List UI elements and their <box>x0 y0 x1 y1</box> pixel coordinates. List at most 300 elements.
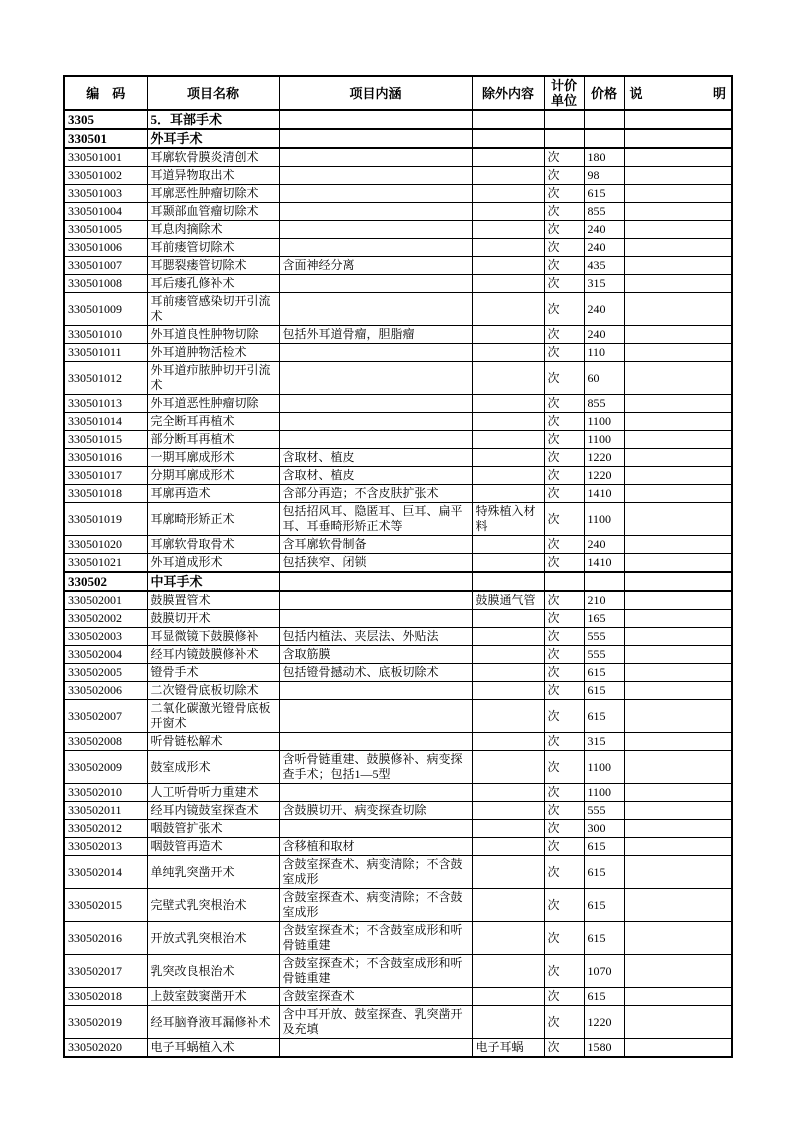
table-row <box>64 988 732 1006</box>
cell-note <box>624 572 732 591</box>
cell-note <box>624 326 732 344</box>
cell-code: 330502008 <box>64 733 147 751</box>
cell-name: 耳息肉摘除术 <box>147 221 279 239</box>
cell-note <box>624 784 732 802</box>
table-row <box>64 838 732 856</box>
cell-unit: 次 <box>544 467 584 485</box>
table-row <box>64 467 732 485</box>
cell-exclude <box>472 257 544 275</box>
cell-code: 330501014 <box>64 413 147 431</box>
cell-unit: 次 <box>544 536 584 554</box>
cell-exclude <box>472 988 544 1006</box>
cell-note <box>624 449 732 467</box>
cell-note <box>624 203 732 221</box>
cell-unit: 次 <box>544 185 584 203</box>
cell-note <box>624 955 732 988</box>
cell-content: 含鼓室探查术；不含鼓室成形和听骨链重建 <box>279 922 472 955</box>
cell-content <box>279 203 472 221</box>
cell-content <box>279 820 472 838</box>
cell-content <box>279 167 472 185</box>
cell-exclude <box>472 610 544 628</box>
cell-exclude <box>472 185 544 203</box>
cell-code: 330501015 <box>64 431 147 449</box>
cell-price: 615 <box>584 700 624 733</box>
cell-content: 含听骨链重建、鼓膜修补、病变探查手术；包括1—5型 <box>279 751 472 784</box>
cell-exclude <box>472 239 544 257</box>
table-row <box>64 185 732 203</box>
cell-unit: 次 <box>544 275 584 293</box>
cell-code: 330501012 <box>64 362 147 395</box>
cell-price: 1220 <box>584 1006 624 1039</box>
cell-content <box>279 362 472 395</box>
cell-exclude <box>472 485 544 503</box>
table-row <box>64 293 732 326</box>
cell-price: 240 <box>584 536 624 554</box>
cell-unit: 次 <box>544 413 584 431</box>
cell-name: 中耳手术 <box>147 572 279 591</box>
cell-code: 330502010 <box>64 784 147 802</box>
cell-code: 330502003 <box>64 628 147 646</box>
cell-unit: 次 <box>544 820 584 838</box>
cell-price: 555 <box>584 646 624 664</box>
col-header-note <box>624 76 732 110</box>
cell-name: 5．耳部手术 <box>147 110 279 129</box>
cell-name: 耳廓软骨取骨术 <box>147 536 279 554</box>
cell-code: 330502005 <box>64 664 147 682</box>
cell-exclude: 电子耳蜗 <box>472 1039 544 1058</box>
cell-unit: 次 <box>544 889 584 922</box>
table-row <box>64 449 732 467</box>
cell-unit: 次 <box>544 856 584 889</box>
cell-name: 开放式乳突根治术 <box>147 922 279 955</box>
cell-price: 1410 <box>584 554 624 573</box>
cell-price: 315 <box>584 275 624 293</box>
cell-name: 部分断耳再植术 <box>147 431 279 449</box>
cell-price: 1100 <box>584 413 624 431</box>
cell-content: 含鼓室探查术；不含鼓室成形和听骨链重建 <box>279 955 472 988</box>
cell-exclude <box>472 856 544 889</box>
cell-exclude <box>472 221 544 239</box>
table-row <box>64 1039 732 1058</box>
cell-unit: 次 <box>544 485 584 503</box>
cell-unit: 次 <box>544 802 584 820</box>
cell-note <box>624 467 732 485</box>
cell-content: 包括镫骨撼动术、底板切除术 <box>279 664 472 682</box>
cell-content: 含鼓室探查术 <box>279 988 472 1006</box>
cell-unit: 次 <box>544 628 584 646</box>
cell-price <box>584 572 624 591</box>
cell-content <box>279 784 472 802</box>
cell-note <box>624 221 732 239</box>
table-row <box>64 536 732 554</box>
cell-price: 1410 <box>584 485 624 503</box>
cell-name: 外耳道成形术 <box>147 554 279 573</box>
section-row <box>64 572 732 591</box>
cell-code: 330501003 <box>64 185 147 203</box>
cell-name: 人工听骨听力重建术 <box>147 784 279 802</box>
cell-content <box>279 129 472 148</box>
cell-exclude <box>472 203 544 221</box>
col-header-price: 价格 <box>584 76 624 110</box>
cell-code: 330501021 <box>64 554 147 573</box>
cell-name: 耳腮裂瘘管切除术 <box>147 257 279 275</box>
cell-price: 240 <box>584 239 624 257</box>
cell-unit: 次 <box>544 148 584 167</box>
cell-content: 含中耳开放、鼓室探查、乳突凿开及充填 <box>279 1006 472 1039</box>
cell-unit: 次 <box>544 362 584 395</box>
cell-price: 615 <box>584 922 624 955</box>
cell-content <box>279 610 472 628</box>
cell-content: 含部分再造；不含皮肤扩张术 <box>279 485 472 503</box>
cell-exclude <box>472 129 544 148</box>
cell-content <box>279 431 472 449</box>
cell-exclude <box>472 628 544 646</box>
cell-name: 耳廓再造术 <box>147 485 279 503</box>
cell-price: 615 <box>584 988 624 1006</box>
cell-price: 855 <box>584 203 624 221</box>
cell-code: 330502011 <box>64 802 147 820</box>
cell-code: 330501005 <box>64 221 147 239</box>
table-row <box>64 239 732 257</box>
cell-code: 330501011 <box>64 344 147 362</box>
cell-price: 1580 <box>584 1039 624 1058</box>
cell-note <box>624 646 732 664</box>
cell-exclude: 鼓膜通气管 <box>472 591 544 610</box>
cell-exclude <box>472 275 544 293</box>
cell-exclude <box>472 413 544 431</box>
cell-name: 鼓膜置管术 <box>147 591 279 610</box>
cell-content <box>279 682 472 700</box>
cell-note <box>624 1006 732 1039</box>
table-row <box>64 326 732 344</box>
cell-name: 单纯乳突凿开术 <box>147 856 279 889</box>
cell-price: 165 <box>584 610 624 628</box>
cell-exclude <box>472 362 544 395</box>
table-row <box>64 485 732 503</box>
table-row <box>64 1006 732 1039</box>
cell-code: 330501019 <box>64 503 147 536</box>
col-header-content: 项目内涵 <box>279 76 472 110</box>
cell-exclude <box>472 467 544 485</box>
cell-content: 含取材、植皮 <box>279 449 472 467</box>
cell-code: 330501004 <box>64 203 147 221</box>
cell-exclude <box>472 955 544 988</box>
fee-schedule-table <box>63 75 733 1058</box>
cell-price: 1220 <box>584 467 624 485</box>
cell-content: 含移植和取材 <box>279 838 472 856</box>
cell-note <box>624 838 732 856</box>
cell-unit: 次 <box>544 988 584 1006</box>
cell-content: 包括狭窄、闭锁 <box>279 554 472 573</box>
cell-exclude: 特殊植入材料 <box>472 503 544 536</box>
cell-name: 完壁式乳突根治术 <box>147 889 279 922</box>
cell-price: 300 <box>584 820 624 838</box>
cell-exclude <box>472 682 544 700</box>
cell-note <box>624 664 732 682</box>
note-header-left: 说 <box>629 85 643 101</box>
cell-content <box>279 275 472 293</box>
cell-price: 615 <box>584 838 624 856</box>
cell-price: 615 <box>584 682 624 700</box>
cell-name: 耳颞部血管瘤切除术 <box>147 203 279 221</box>
cell-content: 含鼓膜切开、病变探查切除 <box>279 802 472 820</box>
cell-exclude <box>472 733 544 751</box>
cell-note <box>624 275 732 293</box>
cell-code: 330502 <box>64 572 147 591</box>
cell-unit: 次 <box>544 682 584 700</box>
cell-content <box>279 591 472 610</box>
cell-price: 435 <box>584 257 624 275</box>
cell-unit: 次 <box>544 326 584 344</box>
cell-name: 经耳脑脊液耳漏修补术 <box>147 1006 279 1039</box>
cell-code: 330502013 <box>64 838 147 856</box>
table-row <box>64 682 732 700</box>
cell-code: 330501020 <box>64 536 147 554</box>
col-header-code: 编 码 <box>64 76 147 110</box>
cell-price: 615 <box>584 889 624 922</box>
cell-name: 耳廓软骨膜炎清创术 <box>147 148 279 167</box>
cell-name: 外耳道良性肿物切除 <box>147 326 279 344</box>
cell-note <box>624 395 732 413</box>
cell-unit: 次 <box>544 431 584 449</box>
cell-price: 315 <box>584 733 624 751</box>
cell-content <box>279 185 472 203</box>
cell-unit: 次 <box>544 784 584 802</box>
table-row <box>64 784 732 802</box>
cell-name: 耳道异物取出术 <box>147 167 279 185</box>
table-row <box>64 733 732 751</box>
table-row <box>64 955 732 988</box>
cell-unit <box>544 110 584 129</box>
col-header-exclude: 除外内容 <box>472 76 544 110</box>
cell-price: 1100 <box>584 784 624 802</box>
cell-code: 330501010 <box>64 326 147 344</box>
table-row <box>64 751 732 784</box>
cell-price: 615 <box>584 185 624 203</box>
cell-price: 615 <box>584 664 624 682</box>
cell-note <box>624 431 732 449</box>
cell-exclude <box>472 784 544 802</box>
cell-name: 一期耳廓成形术 <box>147 449 279 467</box>
cell-name: 咽鼓管再造术 <box>147 838 279 856</box>
cell-note <box>624 536 732 554</box>
cell-content <box>279 700 472 733</box>
cell-code: 330501018 <box>64 485 147 503</box>
cell-code: 330501006 <box>64 239 147 257</box>
cell-exclude <box>472 536 544 554</box>
cell-exclude <box>472 751 544 784</box>
cell-code: 330501013 <box>64 395 147 413</box>
cell-unit: 次 <box>544 700 584 733</box>
cell-note <box>624 856 732 889</box>
cell-name: 耳前瘘管切除术 <box>147 239 279 257</box>
cell-price: 1100 <box>584 503 624 536</box>
cell-name: 咽鼓管扩张术 <box>147 820 279 838</box>
cell-code: 330502001 <box>64 591 147 610</box>
cell-price: 1070 <box>584 955 624 988</box>
cell-content <box>279 1039 472 1058</box>
cell-content: 包括招风耳、隐匿耳、巨耳、扁平耳、耳垂畸形矫正术等 <box>279 503 472 536</box>
cell-name: 经耳内镜鼓室探查术 <box>147 802 279 820</box>
cell-exclude <box>472 326 544 344</box>
cell-code: 330502014 <box>64 856 147 889</box>
cell-content: 含鼓室探查术、病变清除；不含鼓室成形 <box>279 856 472 889</box>
cell-price <box>584 129 624 148</box>
cell-content <box>279 221 472 239</box>
cell-code: 330502018 <box>64 988 147 1006</box>
table-row <box>64 362 732 395</box>
cell-content: 包括外耳道骨瘤，胆脂瘤 <box>279 326 472 344</box>
cell-price <box>584 110 624 129</box>
table-body <box>64 110 732 1057</box>
cell-content <box>279 293 472 326</box>
cell-unit <box>544 572 584 591</box>
cell-name: 外耳手术 <box>147 129 279 148</box>
table-row <box>64 591 732 610</box>
cell-unit: 次 <box>544 503 584 536</box>
note-header-justified <box>627 86 730 101</box>
table-row <box>64 554 732 573</box>
cell-unit: 次 <box>544 838 584 856</box>
cell-name: 乳突改良根治术 <box>147 955 279 988</box>
cell-note <box>624 889 732 922</box>
cell-name: 上鼓室鼓窦凿开术 <box>147 988 279 1006</box>
cell-content: 含耳廓软骨制备 <box>279 536 472 554</box>
table-row <box>64 664 732 682</box>
cell-unit: 次 <box>544 167 584 185</box>
cell-exclude <box>472 167 544 185</box>
table-row <box>64 802 732 820</box>
cell-note <box>624 1039 732 1058</box>
cell-note <box>624 554 732 573</box>
cell-unit: 次 <box>544 221 584 239</box>
cell-exclude <box>472 110 544 129</box>
cell-name: 外耳道疖脓肿切开引流术 <box>147 362 279 395</box>
cell-exclude <box>472 395 544 413</box>
table-row <box>64 503 732 536</box>
cell-code: 330501002 <box>64 167 147 185</box>
cell-unit: 次 <box>544 591 584 610</box>
cell-unit: 次 <box>544 395 584 413</box>
cell-price: 555 <box>584 802 624 820</box>
cell-content: 包括内植法、夹层法、外贴法 <box>279 628 472 646</box>
cell-note <box>624 344 732 362</box>
cell-name: 听骨链松解术 <box>147 733 279 751</box>
cell-note <box>624 293 732 326</box>
cell-price: 1100 <box>584 431 624 449</box>
cell-price: 98 <box>584 167 624 185</box>
cell-exclude <box>472 1006 544 1039</box>
cell-code: 330502002 <box>64 610 147 628</box>
cell-price: 240 <box>584 326 624 344</box>
cell-exclude <box>472 449 544 467</box>
cell-price: 1220 <box>584 449 624 467</box>
cell-code: 330501007 <box>64 257 147 275</box>
header-row <box>64 76 732 110</box>
cell-price: 555 <box>584 628 624 646</box>
cell-price: 210 <box>584 591 624 610</box>
cell-exclude <box>472 646 544 664</box>
cell-note <box>624 148 732 167</box>
cell-price: 240 <box>584 293 624 326</box>
cell-code: 330501001 <box>64 148 147 167</box>
cell-exclude <box>472 664 544 682</box>
cell-exclude <box>472 838 544 856</box>
cell-exclude <box>472 554 544 573</box>
cell-note <box>624 610 732 628</box>
cell-name: 镫骨手术 <box>147 664 279 682</box>
cell-unit: 次 <box>544 554 584 573</box>
table-row <box>64 431 732 449</box>
cell-unit: 次 <box>544 610 584 628</box>
cell-note <box>624 239 732 257</box>
cell-note <box>624 988 732 1006</box>
cell-code: 330501016 <box>64 449 147 467</box>
cell-unit: 次 <box>544 922 584 955</box>
cell-price: 240 <box>584 221 624 239</box>
cell-code: 330502009 <box>64 751 147 784</box>
table-row <box>64 889 732 922</box>
cell-code: 330502006 <box>64 682 147 700</box>
cell-exclude <box>472 820 544 838</box>
cell-unit: 次 <box>544 449 584 467</box>
cell-price: 1100 <box>584 751 624 784</box>
cell-code: 330502016 <box>64 922 147 955</box>
cell-note <box>624 733 732 751</box>
cell-unit: 次 <box>544 733 584 751</box>
cell-code: 330502004 <box>64 646 147 664</box>
table-row <box>64 628 732 646</box>
cell-code: 330502020 <box>64 1039 147 1058</box>
cell-code: 330502017 <box>64 955 147 988</box>
cell-content <box>279 148 472 167</box>
cell-note <box>624 257 732 275</box>
section-row <box>64 129 732 148</box>
section-row <box>64 110 732 129</box>
cell-name: 耳廓恶性肿瘤切除术 <box>147 185 279 203</box>
cell-note <box>624 922 732 955</box>
cell-name: 鼓室成形术 <box>147 751 279 784</box>
table-row <box>64 700 732 733</box>
cell-content <box>279 413 472 431</box>
cell-note <box>624 413 732 431</box>
cell-code: 330501009 <box>64 293 147 326</box>
cell-name: 电子耳蜗植入术 <box>147 1039 279 1058</box>
cell-name: 外耳道肿物活检术 <box>147 344 279 362</box>
cell-price: 855 <box>584 395 624 413</box>
table-row <box>64 148 732 167</box>
table-row <box>64 167 732 185</box>
table-row <box>64 646 732 664</box>
cell-unit: 次 <box>544 646 584 664</box>
cell-code: 330502012 <box>64 820 147 838</box>
cell-note <box>624 682 732 700</box>
cell-exclude <box>472 802 544 820</box>
cell-code: 330502015 <box>64 889 147 922</box>
cell-unit: 次 <box>544 751 584 784</box>
cell-content <box>279 110 472 129</box>
table-row <box>64 856 732 889</box>
cell-code: 330501 <box>64 129 147 148</box>
cell-exclude <box>472 889 544 922</box>
cell-content <box>279 733 472 751</box>
cell-unit: 次 <box>544 239 584 257</box>
cell-name: 二次镫骨底板切除术 <box>147 682 279 700</box>
cell-content <box>279 572 472 591</box>
cell-code: 3305 <box>64 110 147 129</box>
cell-content <box>279 239 472 257</box>
cell-exclude <box>472 344 544 362</box>
